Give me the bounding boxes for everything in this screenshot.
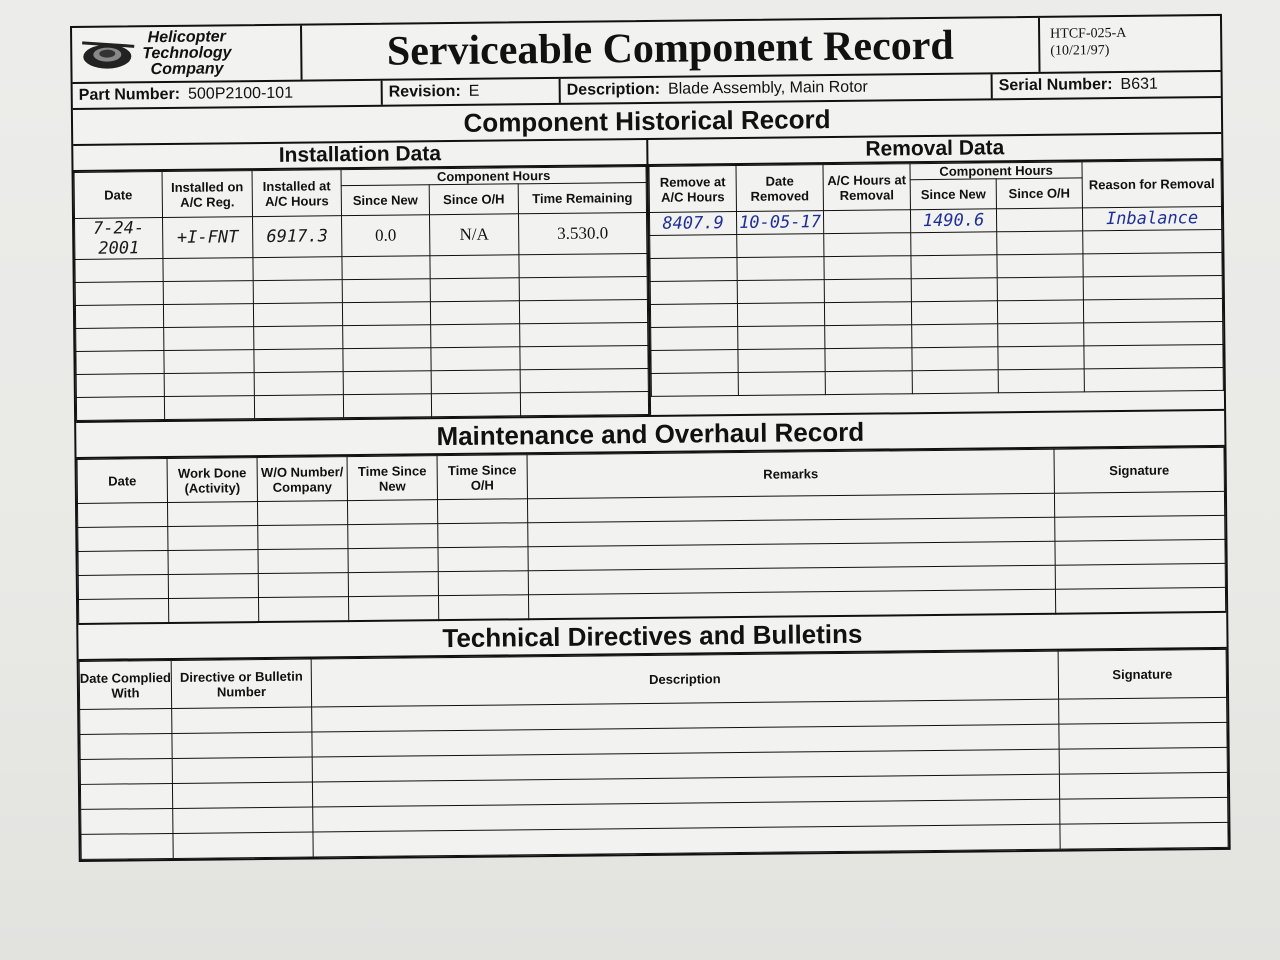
rem-since-new-value: 1490.6 (910, 209, 996, 233)
description-value: Blade Assembly, Main Rotor (667, 78, 868, 98)
maint-tsoh-header: Time Since O/H (437, 455, 527, 500)
removal-data-title: Removal Data (648, 134, 1221, 166)
inst-since-oh-value: N/A (429, 214, 518, 256)
rem-date-header: Date Removed (736, 165, 823, 212)
table-row (76, 391, 648, 420)
part-number-label: Part Number: (78, 85, 181, 104)
rem-remove-at-value: 8407.9 (649, 212, 736, 236)
company-name-line1: Helicopter (147, 28, 226, 47)
form-date: (10/21/97) (1050, 43, 1110, 59)
rem-since-new-header: Since New (910, 179, 996, 210)
maint-wo-header: W/O Number/ Company (257, 457, 347, 502)
inst-since-oh-header: Since O/H (429, 184, 518, 215)
inst-since-new-value: 0.0 (342, 215, 430, 257)
form-code: HTCF-025-A (1050, 25, 1127, 42)
inst-time-remaining-header: Time Remaining (518, 182, 646, 213)
revision-label: Revision: (388, 82, 461, 101)
description-label: Description: (566, 80, 661, 99)
revision-cell (383, 79, 561, 105)
serial-number-value: B631 (1120, 75, 1158, 94)
dir-signature-header: Signature (1058, 649, 1226, 699)
maint-date-header: Date (77, 459, 167, 504)
installation-data (73, 140, 651, 421)
rem-remove-at-header: Remove at A/C Hours (649, 166, 736, 213)
dir-date-header: Date Complied With (79, 660, 171, 709)
historical-record-title: Component Historical Record (73, 98, 1221, 146)
maintenance-record-title: Maintenance and Overhaul Record (76, 411, 1224, 459)
component-record-form (70, 14, 1231, 862)
part-number-cell (73, 81, 383, 108)
maint-signature-header: Signature (1054, 447, 1224, 493)
serial-number-label: Serial Number: (998, 76, 1113, 95)
removal-data (648, 134, 1224, 415)
inst-reg-value: +I-FNT (163, 217, 253, 259)
inst-date-header: Date (74, 172, 162, 219)
dir-description-header: Description (311, 651, 1058, 707)
company-name-line2: Technology (142, 44, 232, 63)
helicopter-logo-icon (78, 34, 136, 75)
rem-ac-hours-value (823, 210, 910, 234)
dir-number-header: Directive or Bulletin Number (171, 659, 311, 708)
inst-reg-header: Installed on A/C Reg. (162, 171, 252, 218)
rem-ac-hours-header: A/C Hours at Removal (823, 164, 910, 211)
maintenance-table (77, 447, 1227, 625)
removal-table (648, 160, 1223, 397)
directives-title: Technical Directives and Bulletins (78, 613, 1226, 661)
company-name (142, 29, 232, 78)
directives-table (79, 649, 1229, 860)
installation-data-title: Installation Data (73, 140, 646, 172)
historical-record-section (73, 134, 1224, 423)
revision-value: E (468, 82, 480, 100)
installation-table (74, 166, 650, 421)
inst-date-value: 7-24-2001 (75, 218, 163, 260)
inst-since-new-header: Since New (341, 185, 429, 216)
rem-since-oh-header: Since O/H (996, 178, 1082, 209)
inst-component-hours-header: Component Hours (341, 166, 646, 185)
description-cell (561, 74, 993, 103)
rem-reason-header: Reason for Removal (1082, 160, 1221, 207)
serial-number-cell (993, 72, 1221, 98)
table-row (75, 212, 647, 259)
table-row (651, 367, 1223, 396)
inst-time-remaining-value: 3.530.0 (518, 212, 646, 254)
rem-reason-value: Inbalance (1082, 206, 1221, 230)
form-number (1040, 16, 1221, 72)
part-number-value: 500P2100-101 (187, 84, 294, 103)
form-title: Serviceable Component Record (302, 18, 1041, 80)
company-logo (72, 26, 303, 82)
rem-date-value: 10-05-17 (736, 211, 823, 235)
company-name-line3: Company (150, 60, 224, 79)
maint-work-header: Work Done (Activity) (167, 458, 257, 503)
inst-hours-header: Installed at A/C Hours (252, 170, 341, 217)
rem-since-oh-value (996, 208, 1082, 232)
maint-tsn-header: Time Since New (347, 456, 437, 501)
maint-remarks-header: Remarks (527, 449, 1054, 499)
inst-hours-value: 6917.3 (253, 216, 342, 258)
rem-component-hours-header: Component Hours (910, 162, 1082, 180)
